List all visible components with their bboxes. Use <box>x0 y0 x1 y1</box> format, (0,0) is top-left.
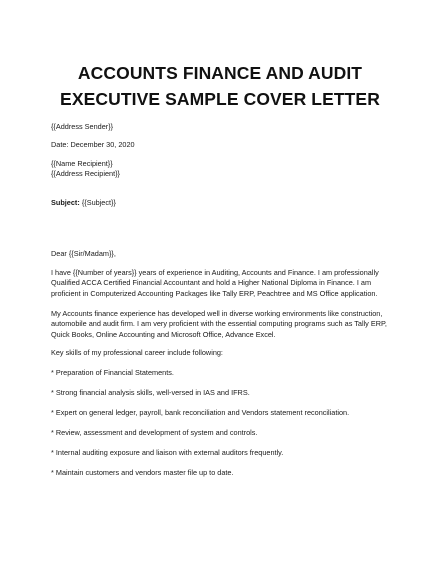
skill-item: * Expert on general ledger, payroll, bank reconciliation and Vendors statement reconciliation. <box>51 408 350 417</box>
subject-value: {{Subject}} <box>79 198 116 207</box>
subject-label: Subject: <box>51 198 80 207</box>
letter-title-line-2: EXECUTIVE SAMPLE COVER LETTER <box>60 89 380 109</box>
skill-item: * Strong financial analysis skills, well-versed in IAS and IFRS. <box>51 388 250 397</box>
address-sender: {{Address Sender}} <box>51 122 114 131</box>
paragraph-accounts-finance: My Accounts finance experience has developed well in diverse working environments like construction, automobile and audit firm. I am very proficient with the essential computing programs such as Tally ERP, Quick Books, Online Accounting and Microsoft Office, Advance Excel. <box>51 309 387 339</box>
letter-title-line-1: ACCOUNTS FINANCE AND AUDIT <box>77 63 363 83</box>
address-recipient: {{Address Recipient}} <box>51 169 120 178</box>
salutation: Dear {{Sir/Madam}}, <box>51 249 116 258</box>
subject-line <box>51 198 116 208</box>
name-recipient: {{Name Recipient}} <box>51 159 113 168</box>
skill-item: * Internal auditing exposure and liaison with external auditors frequently. <box>51 448 284 457</box>
skills-intro: Key skills of my professional career include following: <box>51 348 223 357</box>
skill-item: * Review, assessment and development of system and controls. <box>51 428 258 437</box>
letter-date: Date: December 30, 2020 <box>51 140 135 149</box>
skill-item: * Preparation of Financial Statements. <box>51 368 174 377</box>
skill-item: * Maintain customers and vendors master file up to date. <box>51 468 234 477</box>
paragraph-experience: I have {{Number of years}} years of experience in Auditing, Accounts and Finance. I am professionally Qualified ACCA Certified Financial Accountant and hold a Higher National Diploma in Finance. I am proficient in Computerized Accounting Packages like Tally ERP, Peachtree and MS Office application. <box>51 268 379 298</box>
